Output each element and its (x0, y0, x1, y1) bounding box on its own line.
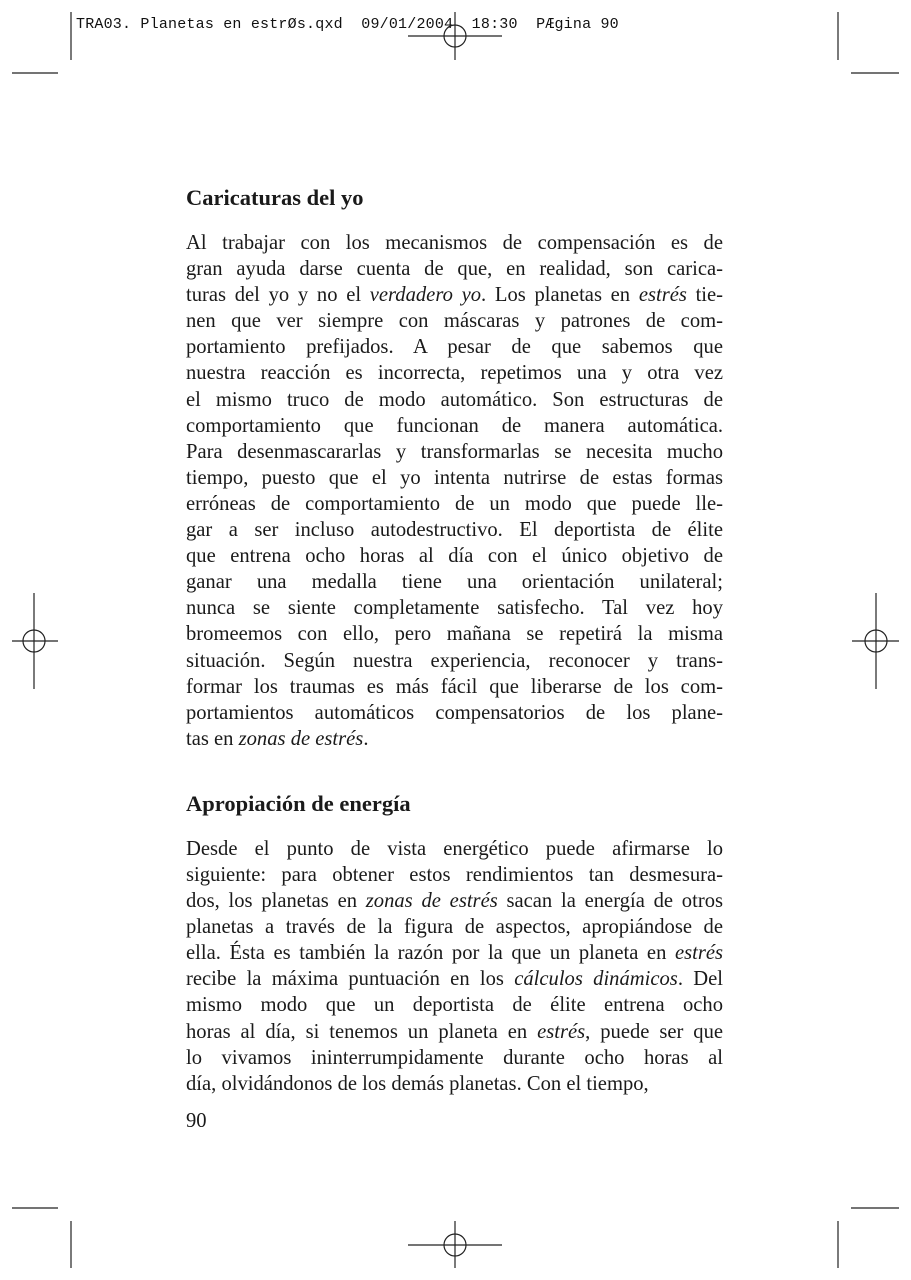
text-run: formar los traumas es más fácil que liberarse de los com- (186, 675, 723, 698)
text-line (186, 360, 723, 386)
text-line (186, 569, 723, 595)
text-run: gar a ser incluso autodestructivo. El deportista de élite (186, 519, 723, 542)
text-run: que entrena ocho horas al día con el único objetivo de (186, 545, 723, 568)
text-line (186, 888, 723, 914)
section-heading-caricaturas: Caricaturas del yo (186, 185, 364, 210)
text-line (186, 1045, 723, 1071)
text-run: Al trabajar con los mecanismos de compensación es de (186, 232, 723, 254)
italic-text: estrés (537, 1020, 586, 1043)
text-run: nen que ver siempre con máscaras y patrones de com- (186, 310, 723, 333)
text-line (186, 966, 723, 992)
text-line (186, 334, 723, 360)
text-line (186, 387, 723, 413)
text-line (186, 595, 723, 621)
text-line (186, 308, 723, 334)
text-run: bromeemos con ello, pero mañana se repetirá la misma (186, 623, 723, 646)
section-heading-apropiacion: Apropiación de energía (186, 790, 411, 816)
text-run: gran ayuda darse cuenta de que, en realidad, son carica- (186, 258, 723, 281)
text-run: día, olvidándonos de los demás planetas. Con el tiempo, (186, 1072, 649, 1095)
text-line (186, 282, 723, 308)
text-line (186, 862, 723, 888)
section-body-apropiacion (186, 836, 723, 1097)
italic-text: zonas de estrés (238, 727, 364, 750)
italic-text: estrés (674, 942, 723, 965)
text-run: tie- (686, 284, 724, 307)
text-line (186, 543, 723, 569)
text-run: erróneas de comportamiento de un modo que puede lle- (186, 492, 723, 515)
text-run: portamiento prefijados. A pesar de que sabemos que (186, 336, 723, 359)
text-line (186, 836, 723, 862)
text-line (186, 491, 723, 517)
italic-text: verdadero yo (369, 284, 482, 307)
registration-mark-bottom (408, 1221, 502, 1268)
text-line (186, 465, 723, 491)
text-line (186, 674, 723, 700)
text-run: recibe la máxima puntuación en los (186, 968, 515, 991)
section-body-caricaturas (186, 230, 723, 752)
text-run: turas del yo y no el (186, 284, 370, 307)
italic-text: zonas de estrés (365, 890, 498, 913)
text-run: tiempo, puesto que el yo intenta nutrirse de estas formas (186, 466, 723, 489)
text-run: lo vivamos ininterrumpidamente durante ocho horas al (186, 1046, 723, 1069)
registration-mark-top (408, 12, 502, 60)
page-number: 90 (186, 1110, 207, 1132)
text-run: ella. Ésta es también la razón por la que un planeta en (186, 942, 675, 965)
text-run: situación. Según nuestra experiencia, reconocer y trans- (186, 649, 723, 672)
text-run: . Los planetas en (481, 284, 639, 307)
text-run: portamientos automáticos compensatorios de los plane- (186, 701, 723, 724)
text-run: . Del (677, 968, 724, 991)
text-line (186, 517, 723, 543)
text-run: comportamiento que funcionan de manera automática. (186, 414, 723, 437)
text-run: ganar una medalla tiene una orientación unilateral; (186, 571, 723, 594)
text-run: . (363, 727, 369, 750)
text-run: el mismo truco de modo automático. Son estructuras de (186, 388, 723, 411)
text-line (186, 621, 723, 647)
text-run: , puede ser que (585, 1020, 724, 1043)
text-run: nunca se siente completamente satisfecho. Tal vez hoy (186, 597, 723, 620)
text-line (186, 256, 723, 282)
text-run: dos, los planetas en (186, 890, 366, 913)
text-run: Desde el punto de vista energético puede afirmarse lo (186, 837, 723, 860)
text-run: planetas a través de la figura de aspectos, apropiándose de (186, 916, 723, 939)
text-line (186, 1019, 723, 1045)
text-line (186, 648, 723, 674)
italic-text: estrés (638, 284, 687, 307)
text-run: siguiente: para obtener estos rendimientos tan desmesura- (186, 863, 723, 886)
print-slug: TRA03. Planetas en estrØs.qxd 09/01/2004 18:30 PÆgina 90 (76, 16, 619, 33)
page-body (186, 180, 723, 1097)
text-run: mismo modo que un deportista de élite entrena ocho (186, 994, 723, 1017)
text-run: Para desenmascararlas y transformarlas se necesita mucho (186, 440, 723, 463)
registration-mark-left (12, 593, 58, 689)
text-line (186, 992, 723, 1018)
text-run: horas al día, si tenemos un planeta en (186, 1020, 538, 1043)
text-line (186, 230, 723, 256)
text-line (186, 726, 723, 752)
italic-text: cálculos dinámicos (514, 968, 678, 991)
text-line (186, 439, 723, 465)
text-line (186, 700, 723, 726)
text-line (186, 1071, 723, 1097)
text-run: tas en (186, 727, 239, 750)
text-line (186, 413, 723, 439)
text-run: nuestra reacción es incorrecta, repetimos una y otra vez (186, 362, 723, 385)
text-run: sacan la energía de otros (497, 890, 723, 913)
text-line (186, 940, 723, 966)
text-line (186, 914, 723, 940)
registration-mark-right (852, 593, 899, 689)
